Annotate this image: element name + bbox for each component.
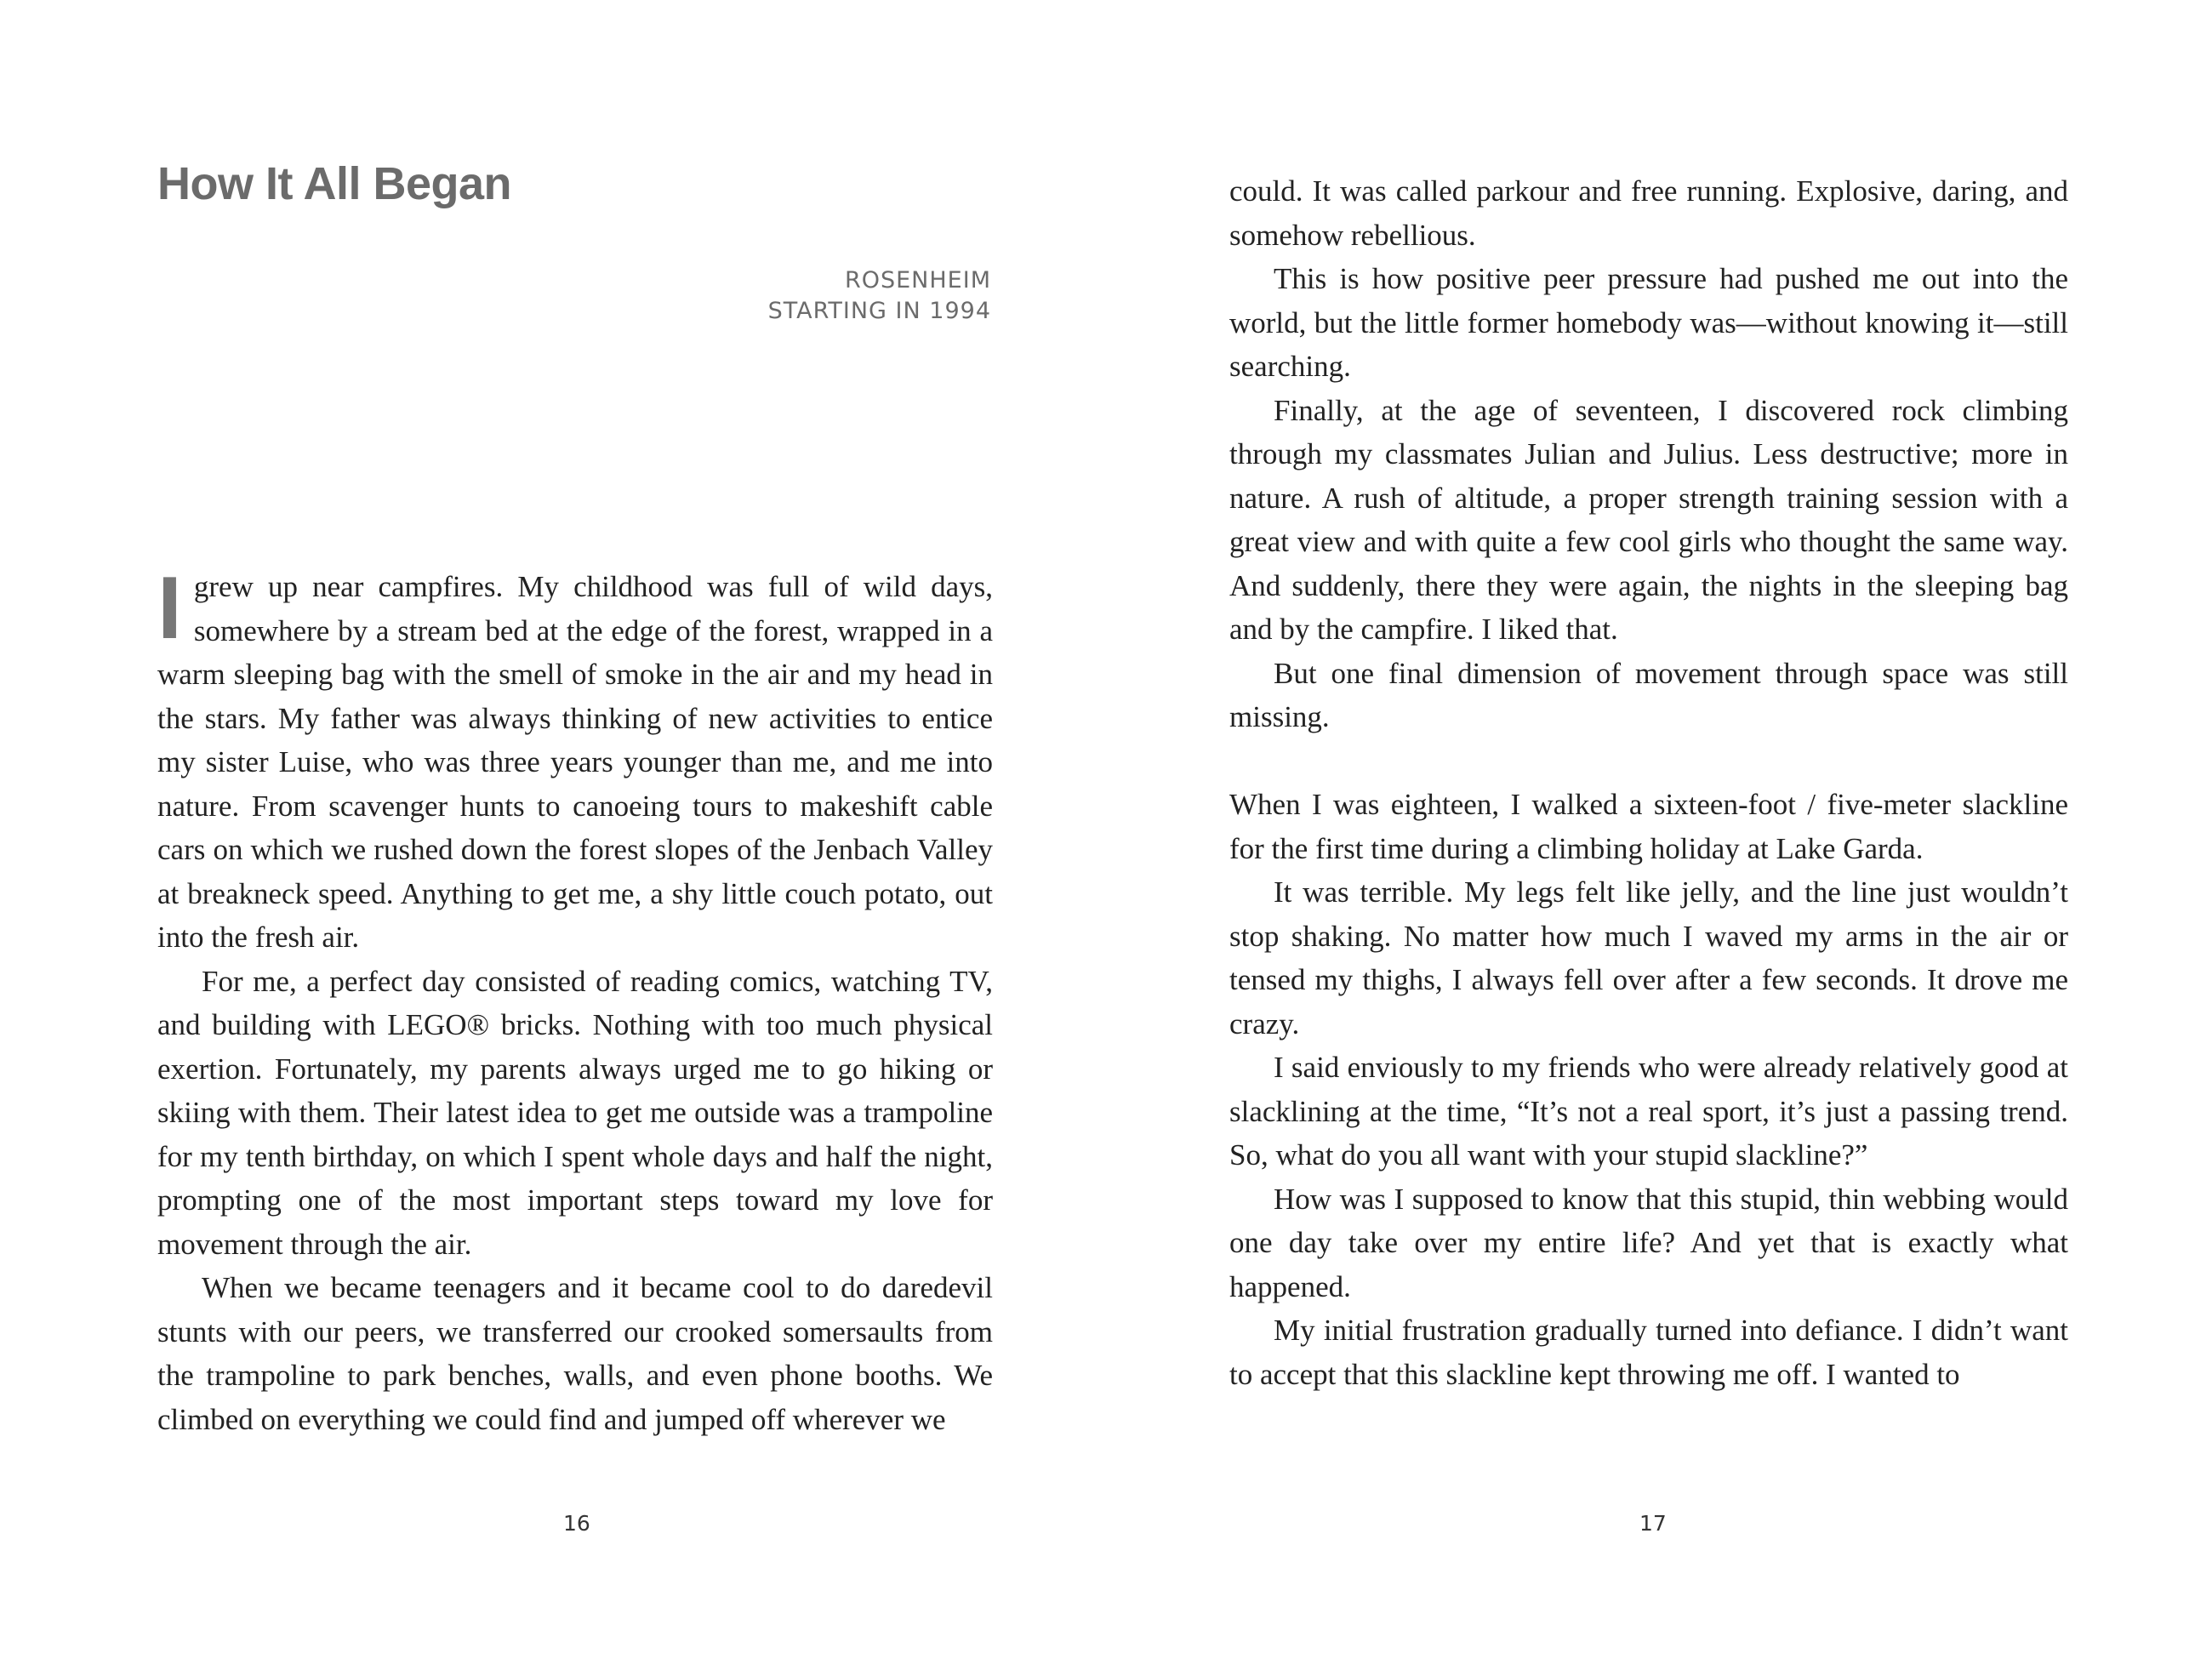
paragraph: It was terrible. My legs felt like jelly, and the line just wouldn’t stop shaking. No matter how much I waved my arms in the air or tensed my thighs, I always fell over after a few seconds. It drove me crazy. [1229, 875, 2068, 1040]
page-number: 16 [563, 1511, 590, 1536]
paragraph: This is how positive peer pressure had pushed me out into the world, but the little former homebody was—without knowing it—still searching. [1229, 262, 2068, 383]
paragraph: When we became teenagers and it became cool to do daredevil stunts with our peers, we transferred our crooked somersaults from the trampoline to park benches, walls, and even phone booths. We climbed on everything we could find and jumped off wherever we [157, 1271, 993, 1436]
paragraph [157, 559, 993, 960]
paragraph: How was I supposed to know that this stupid, thin webbing would one day take over my entire life? And yet that is exactly what happened. [1229, 1182, 2068, 1303]
paragraph: I said enviously to my friends who were already relatively good at slacklining at the time, “It’s not a real sport, it’s just a passing trend. So, what do you all want with your stupid slackline?” [1229, 1051, 2068, 1172]
paragraph: But one final dimension of movement through space was still missing. [1229, 656, 2068, 733]
place-line: ROSENHEIM [844, 267, 991, 294]
page-number: 17 [1639, 1511, 1667, 1536]
paragraph: My initial frustration gradually turned into defiance. I didn’t want to accept that this slackline kept throwing me off. I wanted to [1229, 1314, 2068, 1391]
right-page [1106, 0, 2212, 1659]
drop-cap: I [157, 559, 182, 658]
paragraph: could. It was called parkour and free running. Explosive, daring, and somehow rebellious. [1229, 174, 2068, 252]
right-body-text [1229, 169, 2068, 1396]
chapter-place-date [768, 265, 991, 327]
paragraph: Finally, at the age of seventeen, I discovered rock climbing through my classmates Julian and Julius. Less destructive; more in nature. A rush of altitude, a proper strength training session with a great view and with quite a few cool girls who thought the same way. And suddenly, there they were again, the nights in the sleeping bag and by the campfire. I liked that. [1229, 393, 2068, 646]
paragraph-text: grew up near campfires. My childhood was full of wild days, somewhere by a stream bed at the edge of the forest, wrapped in a warm sleeping bag with the smell of smoke in the air and my head in the stars. My father was always thinking of new activities to entice my sister Luise, who was three years younger than me, and me into nature. From scavenger hunts to canoeing tours to makeshift cable cars on which we rushed down the forest slopes of the Jenbach Valley at breakneck speed. Anything to get me, a shy little couch potato, out into the fresh air. [157, 570, 993, 954]
date-line: STARTING IN 1994 [767, 298, 991, 324]
paragraph: When I was eighteen, I walked a sixteen-foot / five-meter slackline for the first time during a climbing holiday at Lake Garda. [1229, 788, 2068, 865]
left-body-text [157, 559, 993, 1441]
paragraph: For me, a perfect day consisted of reading comics, watching TV, and building with LEGO® bricks. Nothing with too much physical exertion. Fortunately, my parents always urged me to go hiking or skiing with them. Their latest idea to get me outside was a trampoline for my tenth birthday, on which I spent whole days and half the night, prompting one of the most important steps toward my love for movement through the air. [157, 964, 993, 1261]
chapter-title: How It All Began [157, 158, 512, 209]
